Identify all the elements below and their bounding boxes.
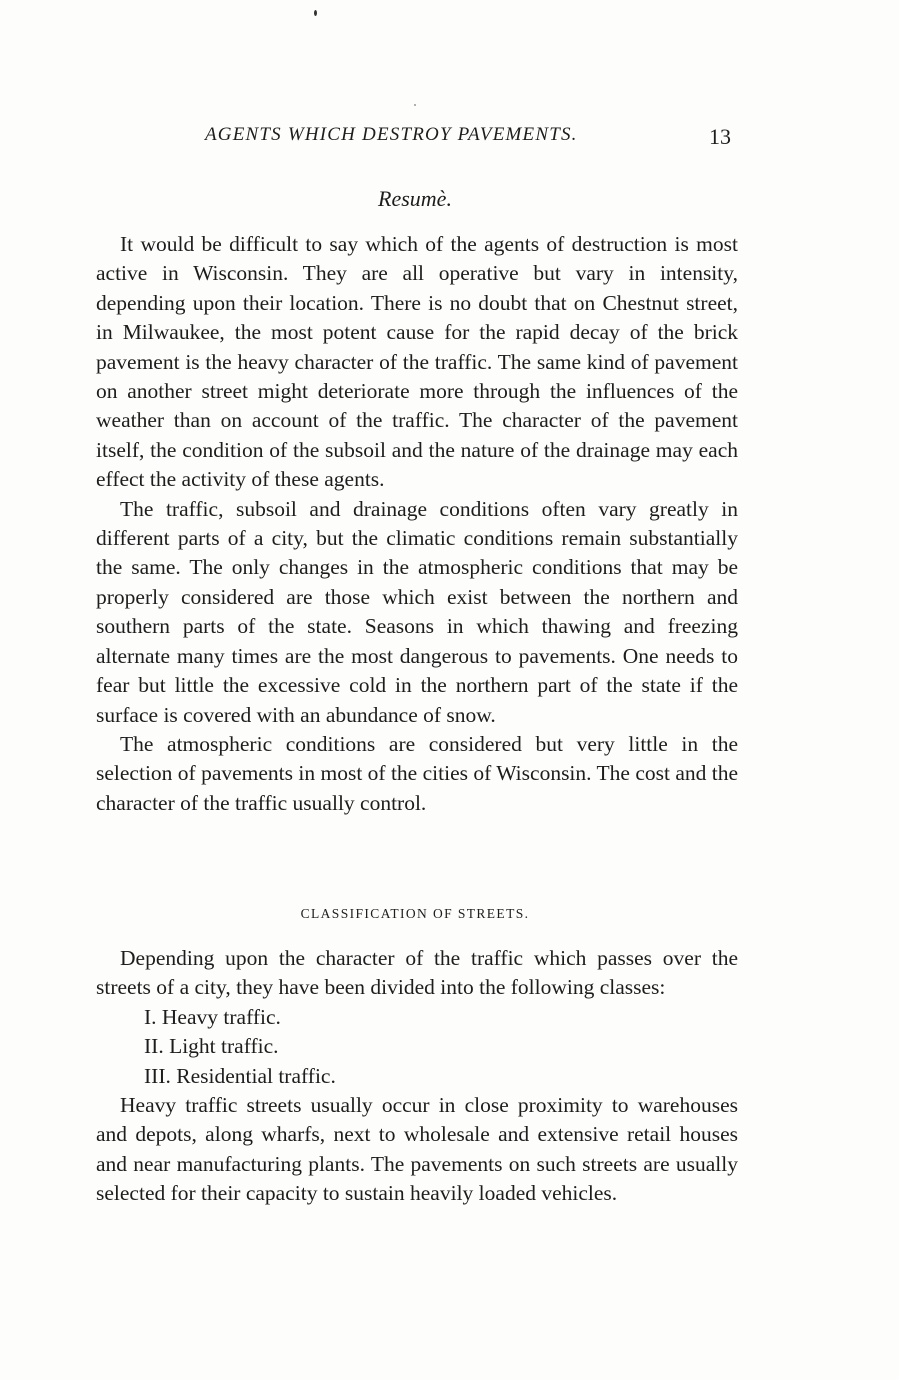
resume-body <box>96 230 738 818</box>
paragraph: The atmospheric conditions are considered but very little in the selection of pavements in most of the cities of Wisconsin. The cost and the character of the traffic usually control. <box>96 731 739 815</box>
running-head-title: AGENTS WHICH DESTROY PAVEMENTS. <box>205 124 578 145</box>
list-item: III. Residential traffic. <box>144 1063 336 1088</box>
list-item: I. Heavy traffic. <box>144 1004 281 1029</box>
paragraph: Heavy traffic streets usually occur in close proximity to warehouses and depots, along wharfs, next to wholesale and extensive retail houses and near manufacturing plants. The pavements on such streets are usually selected for their capacity to sustain heavily loaded vehicles. <box>96 1093 738 1206</box>
paragraph: It would be difficult to say which of the agents of destruction is most active in Wisconsin. They are all operative but vary in intensity, depending upon their location. There is no doubt that on Chestnut street, in Milwaukee, the most potent cause for the rapid decay of the brick pavement is the heavy character of the traffic. The same kind of pavement on another street might deteriorate more through the influences of the weather than on account of the traffic. The character of the pavement itself, the condition of the subsoil and the nature of the drainage may each effect the activity of these agents. <box>96 232 738 492</box>
ink-speck <box>314 10 317 16</box>
ink-speck <box>414 104 416 106</box>
paragraph: Depending upon the character of the traffic which passes over the streets of a city, they have been divided into the following classes: <box>96 946 738 1000</box>
section-title-resume: Resumè. <box>378 186 452 211</box>
classification-body <box>96 944 738 1209</box>
page-number: 13 <box>709 124 731 149</box>
list-item: II. Light traffic. <box>144 1034 279 1059</box>
paragraph: The traffic, subsoil and drainage conditions often vary greatly in different parts of a city, but the climatic conditions remain substantially the same. The only changes in the atmospheric conditions that may be properly considered are those which exist between the northern and southern parts of the state. Seasons in which thawing and freezing alternate many times are the most dangerous to pavements. One needs to fear but little the excessive cold in the northern part of the state if the surface is covered with an abundance of snow. <box>96 496 738 727</box>
section-heading-classification: CLASSIFICATION OF STREETS. <box>300 906 530 921</box>
